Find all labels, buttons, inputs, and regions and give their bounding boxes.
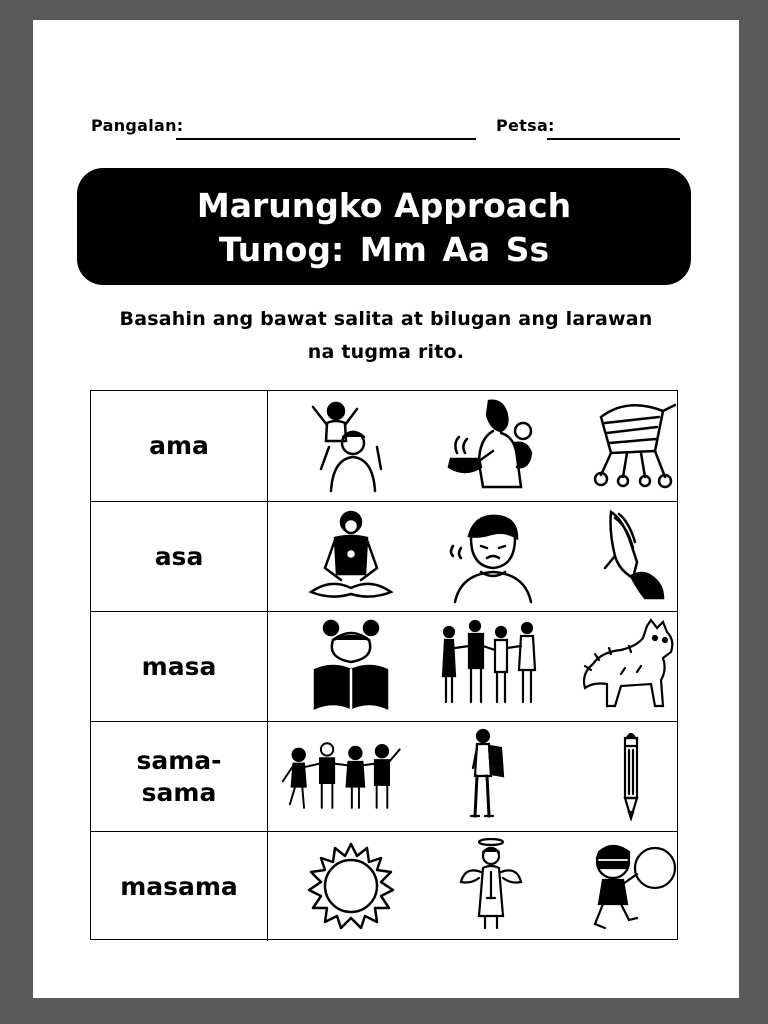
word-cell: masa	[91, 612, 268, 721]
girl-reading-book-icon[interactable]	[289, 618, 413, 714]
table-row	[91, 391, 677, 501]
instruction-line-1: Basahin ang bawat salita at bilugan ang larawan	[119, 308, 653, 330]
table-row	[91, 501, 677, 611]
praying-hands-icon[interactable]	[569, 508, 693, 604]
sitting-woman-icon[interactable]	[289, 508, 413, 604]
page-title: Marungko Approach	[196, 186, 572, 225]
page-subtitle: Tunog: Mm Aa Ss	[218, 230, 550, 269]
title-banner	[77, 168, 691, 285]
name-label: Pangalan:	[91, 116, 184, 135]
word-cell: masama	[91, 832, 268, 941]
sun-icon[interactable]	[289, 838, 413, 934]
instruction-line-2: na tugma rito.	[307, 341, 465, 363]
word-cell: sama- sama	[91, 722, 268, 831]
word-cell: asa	[91, 502, 268, 611]
crowd-of-people-icon[interactable]	[429, 618, 553, 714]
fluffy-dog-icon[interactable]	[569, 618, 693, 714]
word-cell: ama	[91, 391, 268, 501]
name-field[interactable]	[176, 138, 476, 140]
worksheet-page	[33, 20, 739, 998]
crying-child-icon[interactable]	[429, 508, 553, 604]
thief-with-sack-icon[interactable]	[569, 838, 693, 934]
word-picture-table	[90, 390, 678, 940]
table-row	[91, 721, 677, 831]
angel-icon[interactable]	[429, 838, 553, 934]
table-row	[91, 611, 677, 721]
baby-stroller-icon[interactable]	[569, 397, 693, 493]
hiker-with-backpack-icon[interactable]	[429, 728, 553, 824]
father-carrying-child-icon[interactable]	[289, 397, 413, 493]
date-field[interactable]	[547, 138, 680, 140]
mother-cooking-with-baby-icon[interactable]	[429, 397, 553, 493]
date-label: Petsa:	[496, 116, 555, 135]
pencil-icon[interactable]	[569, 728, 693, 824]
table-row	[91, 831, 677, 941]
group-of-children-icon[interactable]	[281, 728, 405, 824]
